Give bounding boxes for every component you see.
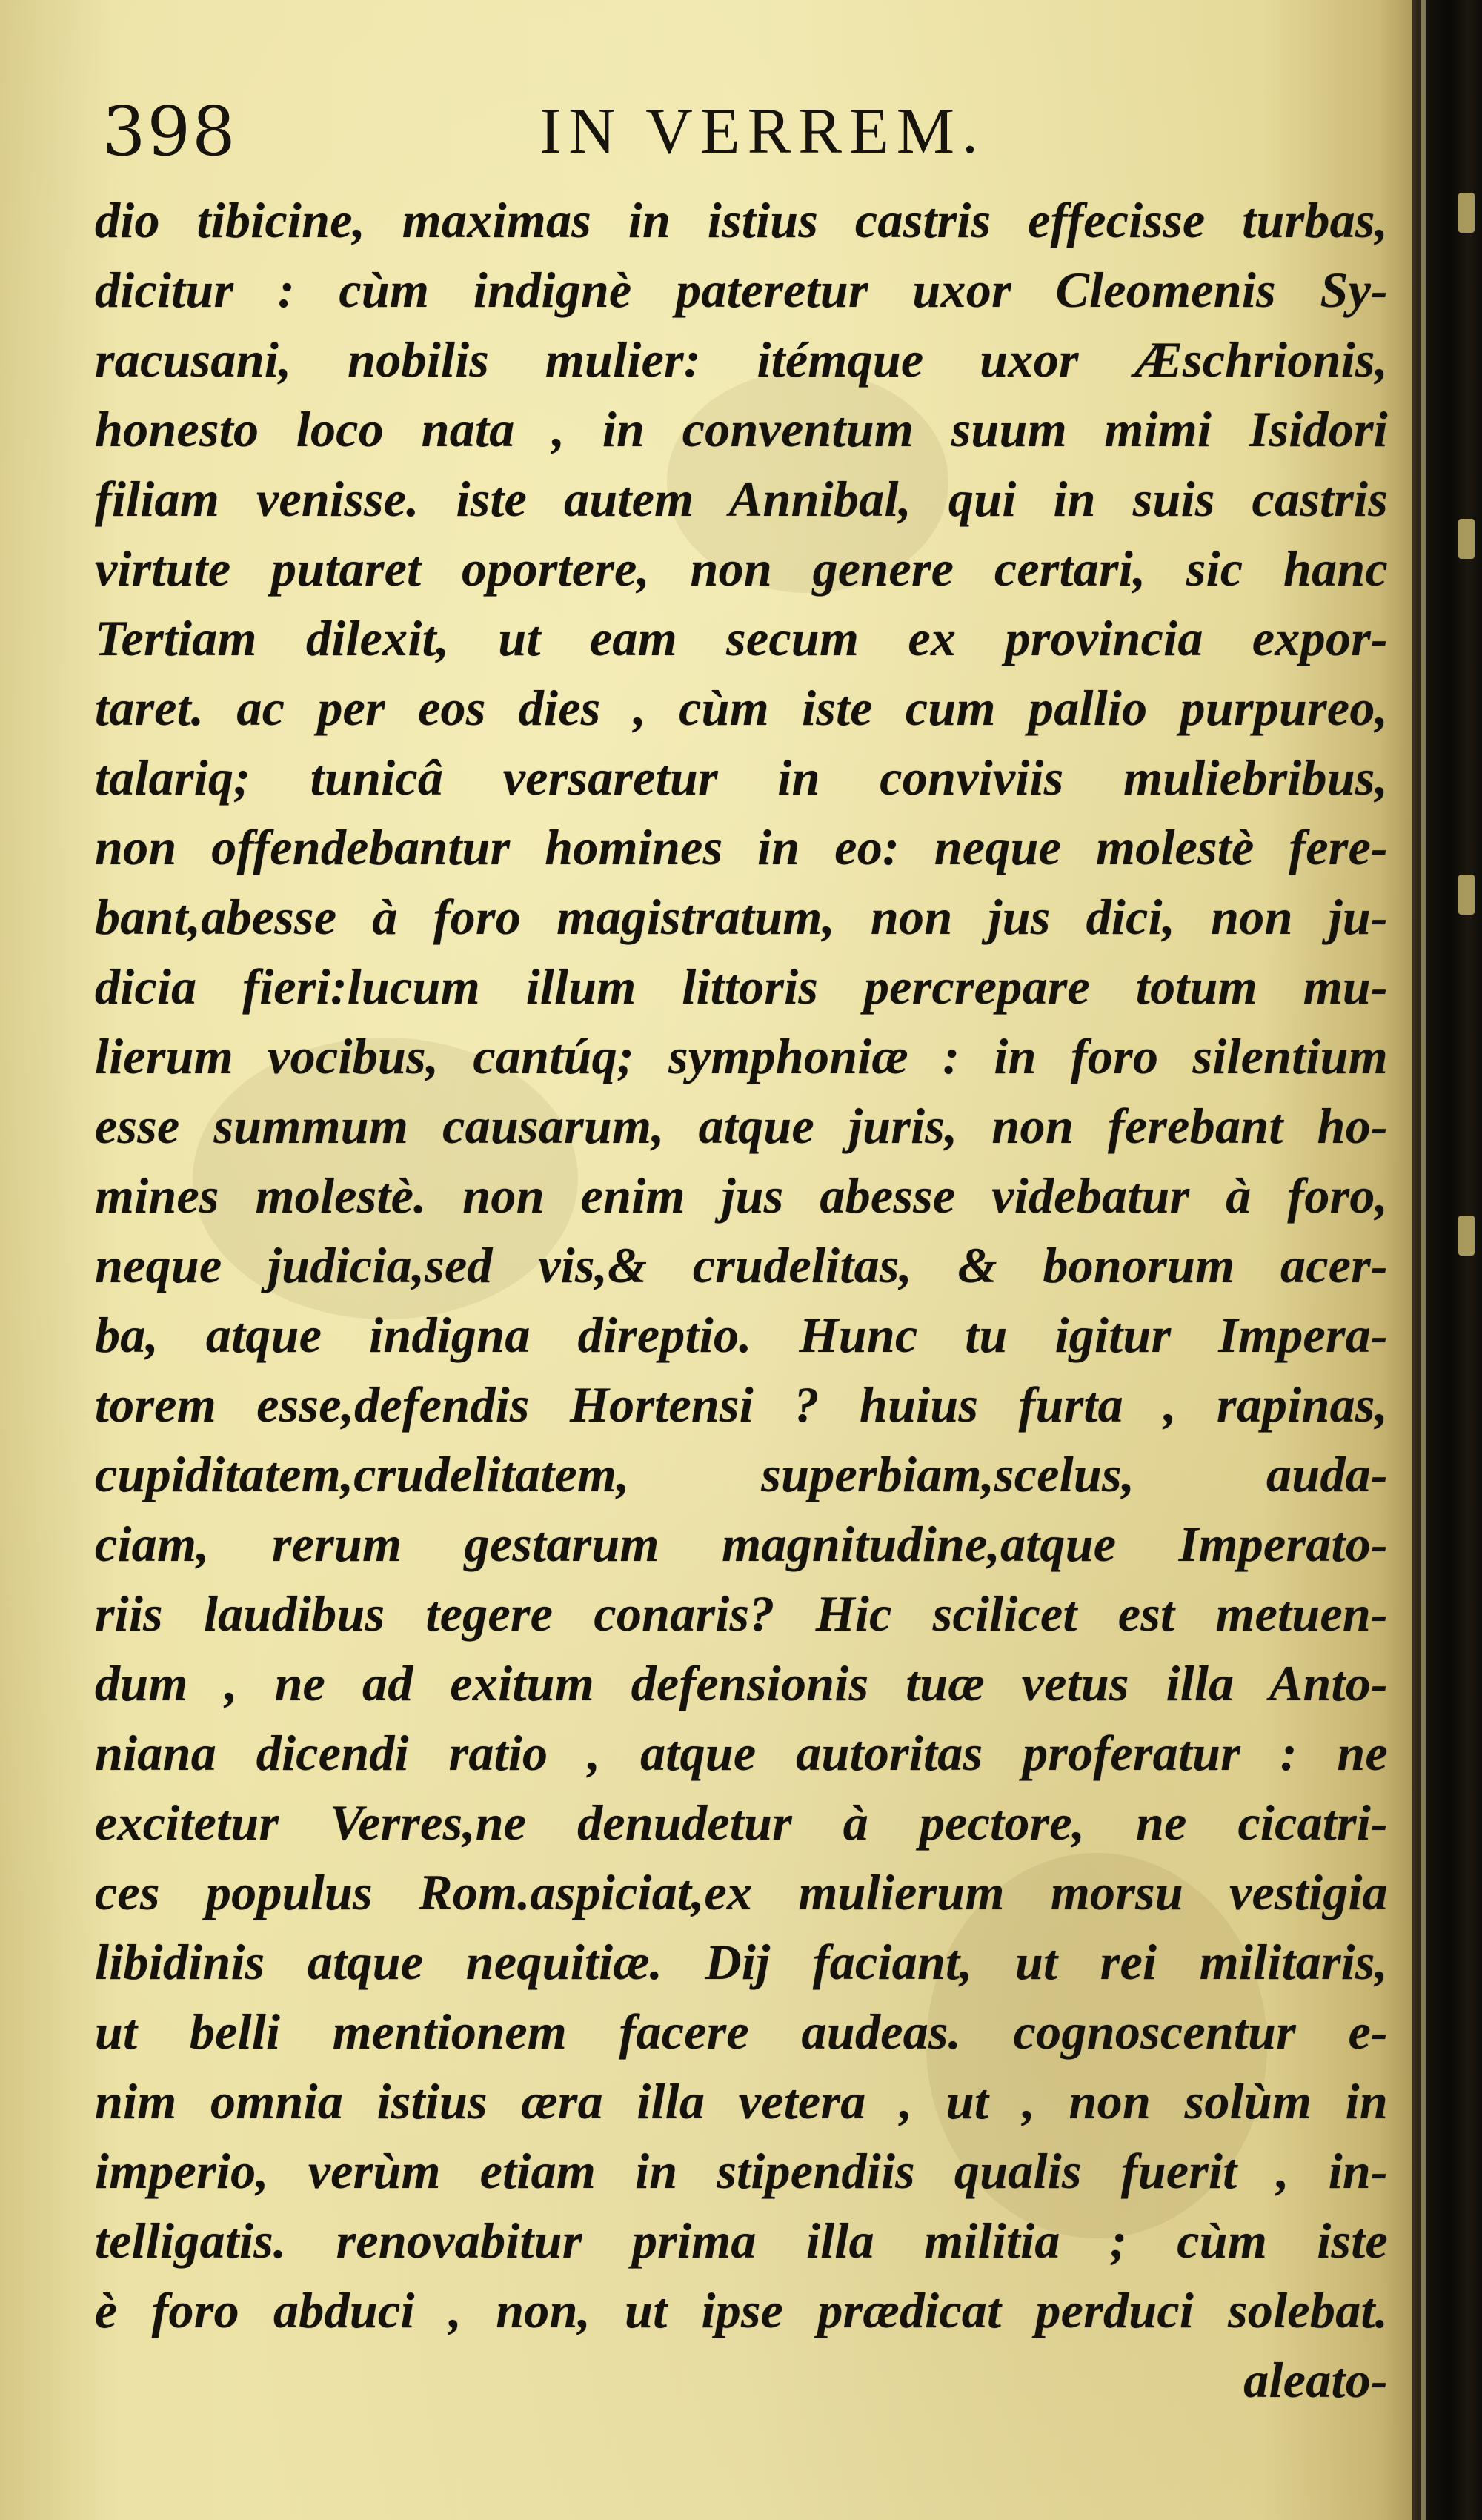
text-line: telligatis. renovabitur prima illa militia ; cùm iste (95, 2212, 1388, 2269)
text-line: racusani, nobilis mulier: itémque uxor Æschrionis, (95, 331, 1388, 388)
adjacent-page-mark (1458, 519, 1475, 559)
page-header (102, 87, 1377, 176)
text-line: Tertiam dilexit, ut eam secum ex provincia expor- (95, 610, 1388, 666)
text-line: imperio, verùm etiam in stipendiis qualis fuerit , in- (95, 2143, 1388, 2199)
text-line: esse summum causarum, atque juris, non ferebant ho- (95, 1098, 1388, 1154)
text-line: è foro abduci , non, ut ipse prædicat perduci solebat. (95, 2282, 1388, 2338)
text-line: nim omnia istius æra illa vetera , ut , non solùm in (95, 2073, 1388, 2129)
text-line: dicitur : cùm indignè pateretur uxor Cleomenis Sy- (95, 262, 1388, 318)
text-line: non offendebantur homines in eo: neque molestè fere- (95, 819, 1388, 875)
text-line: ba, atque indigna direptio. Hunc tu igitur Impera- (95, 1307, 1388, 1363)
text-line: lierum vocibus, cantúq; symphoniæ : in foro silentium (95, 1028, 1388, 1084)
text-line: ut belli mentionem facere audeas. cognoscentur e- (95, 2003, 1388, 2060)
adjacent-page-mark (1458, 193, 1475, 233)
text-line: mines molestè. non enim jus abesse videbatur à foro, (95, 1167, 1388, 1224)
text-line: virtute putaret oportere, non genere certari, sic hanc (95, 540, 1388, 597)
text-line: excitetur Verres,ne denudetur à pectore, ne cicatri- (95, 1794, 1388, 1851)
text-line: taret. ac per eos dies , cùm iste cum pallio purpureo, (95, 680, 1388, 736)
page-edge (1421, 0, 1426, 2520)
catchword: aleato- (1243, 2352, 1388, 2408)
text-line: dio tibicine, maximas in istius castris effecisse turbas, (95, 192, 1388, 248)
adjacent-page-mark (1458, 875, 1475, 915)
text-line: cupiditatem,crudelitatem, superbiam,scelus, auda- (95, 1446, 1388, 1502)
body-text (95, 185, 1388, 2415)
text-line: filiam venisse. iste autem Annibal, qui in suis castris (95, 471, 1388, 527)
text-line: ces populus Rom.aspiciat,ex mulierum morsu vestigia (95, 1864, 1388, 1920)
page-number: 398 (102, 92, 237, 171)
text-line: torem esse,defendis Hortensi ? huius furta , rapinas, (95, 1376, 1388, 1433)
text-line: honesto loco nata , in conventum suum mimi Isidori (95, 401, 1388, 457)
text-line: dicia fieri:lucum illum littoris percrepare totum mu- (95, 958, 1388, 1015)
text-line: bant,abesse à foro magistratum, non jus dici, non ju- (95, 889, 1388, 945)
text-line: niana dicendi ratio , atque autoritas proferatur : ne (95, 1725, 1388, 1781)
text-line: neque judicia,sed vis,& crudelitas, & bonorum acer- (95, 1237, 1388, 1293)
text-line: talariq; tunicâ versaretur in conviviis muliebribus, (95, 749, 1388, 806)
text-line: dum , ne ad exitum defensionis tuæ vetus illa Anto- (95, 1655, 1388, 1711)
adjacent-page-mark (1458, 1216, 1475, 1256)
text-line: libidinis atque nequitiæ. Dij faciant, ut rei militaris, (95, 1934, 1388, 1990)
text-line: riis laudibus tegere conaris? Hic scilicet est metuen- (95, 1585, 1388, 1642)
text-line: ciam, rerum gestarum magnitudine,atque Imperato- (95, 1516, 1388, 1572)
running-head: IN VERREM. (539, 96, 986, 168)
